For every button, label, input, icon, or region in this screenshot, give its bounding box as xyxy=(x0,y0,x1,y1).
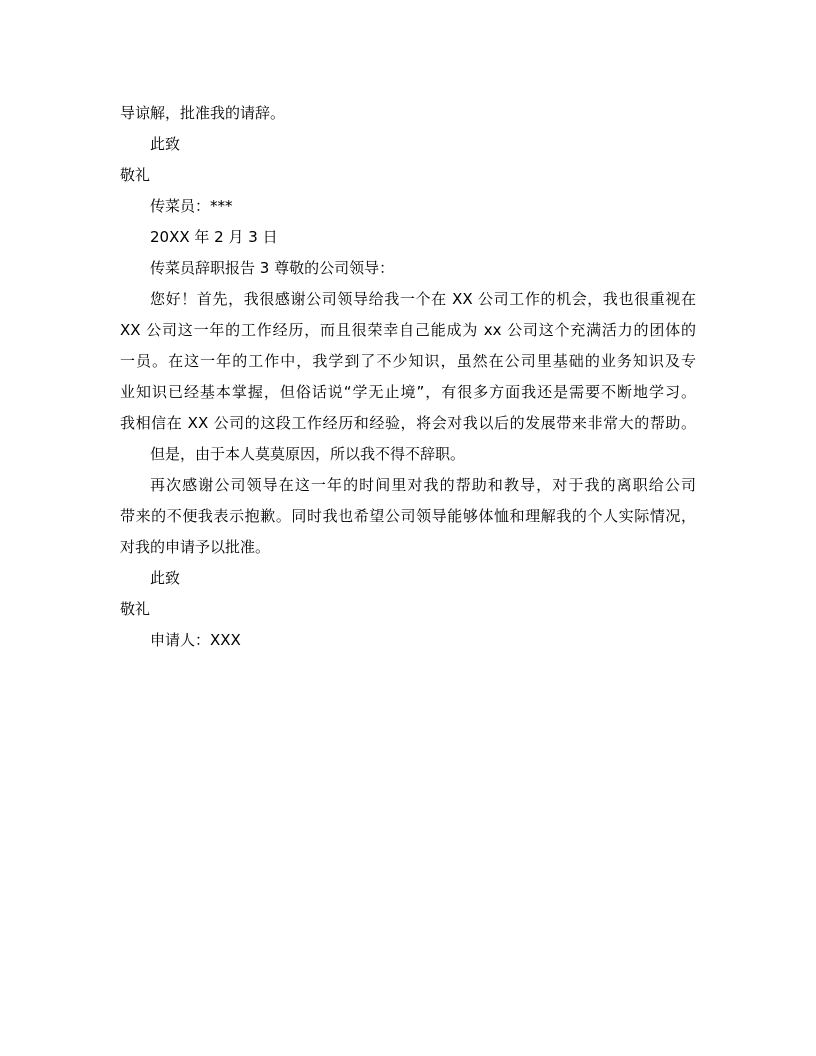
applicant-line: 申请人：XXX xyxy=(150,631,241,649)
report-heading: 传菜员辞职报告 3 尊敬的公司领导： xyxy=(150,259,395,277)
date-line: 20XX 年 2 月 3 日 xyxy=(150,228,278,246)
signer-line: 传菜员：*** xyxy=(150,197,233,215)
fragment-line: 导谅解，批准我的请辞。 xyxy=(120,104,286,122)
document-body xyxy=(120,98,696,656)
paragraph-line: 但是，由于本人莫莫原因，所以我不得不辞职。 xyxy=(150,445,466,463)
closing-line: 此致 xyxy=(150,135,181,153)
paragraph-line: 我相信在 XX 公司的这段工作经历和经验，将会对我以后的发展带来非常大的帮助。 xyxy=(120,414,696,432)
salute-line: 敬礼 xyxy=(120,166,151,184)
closing-line: 此致 xyxy=(150,569,181,587)
paragraph-line: 再次感谢公司领导在这一年的时间里对我的帮助和教导，对于我的离职给公司 xyxy=(150,476,696,494)
paragraph-line: 对我的申请予以批准。 xyxy=(120,538,271,556)
paragraph-line: 您好！首先，我很感谢公司领导给我一个在 XX 公司工作的机会，我也很重视在 xyxy=(150,290,696,308)
paragraph-line: 带来的不便我表示抱歉。同时我也希望公司领导能够体恤和理解我的个人实际情况， xyxy=(120,507,696,525)
paragraph-line: XX 公司这一年的工作经历，而且很荣幸自己能成为 xx 公司这个充满活力的团体的 xyxy=(120,321,696,339)
paragraph-line: 业知识已经基本掌握，但俗话说“学无止境”，有很多方面我还是需要不断地学习。 xyxy=(120,383,696,401)
salute-line: 敬礼 xyxy=(120,600,151,618)
paragraph-line: 一员。在这一年的工作中，我学到了不少知识，虽然在公司里基础的业务知识及专 xyxy=(120,352,696,370)
